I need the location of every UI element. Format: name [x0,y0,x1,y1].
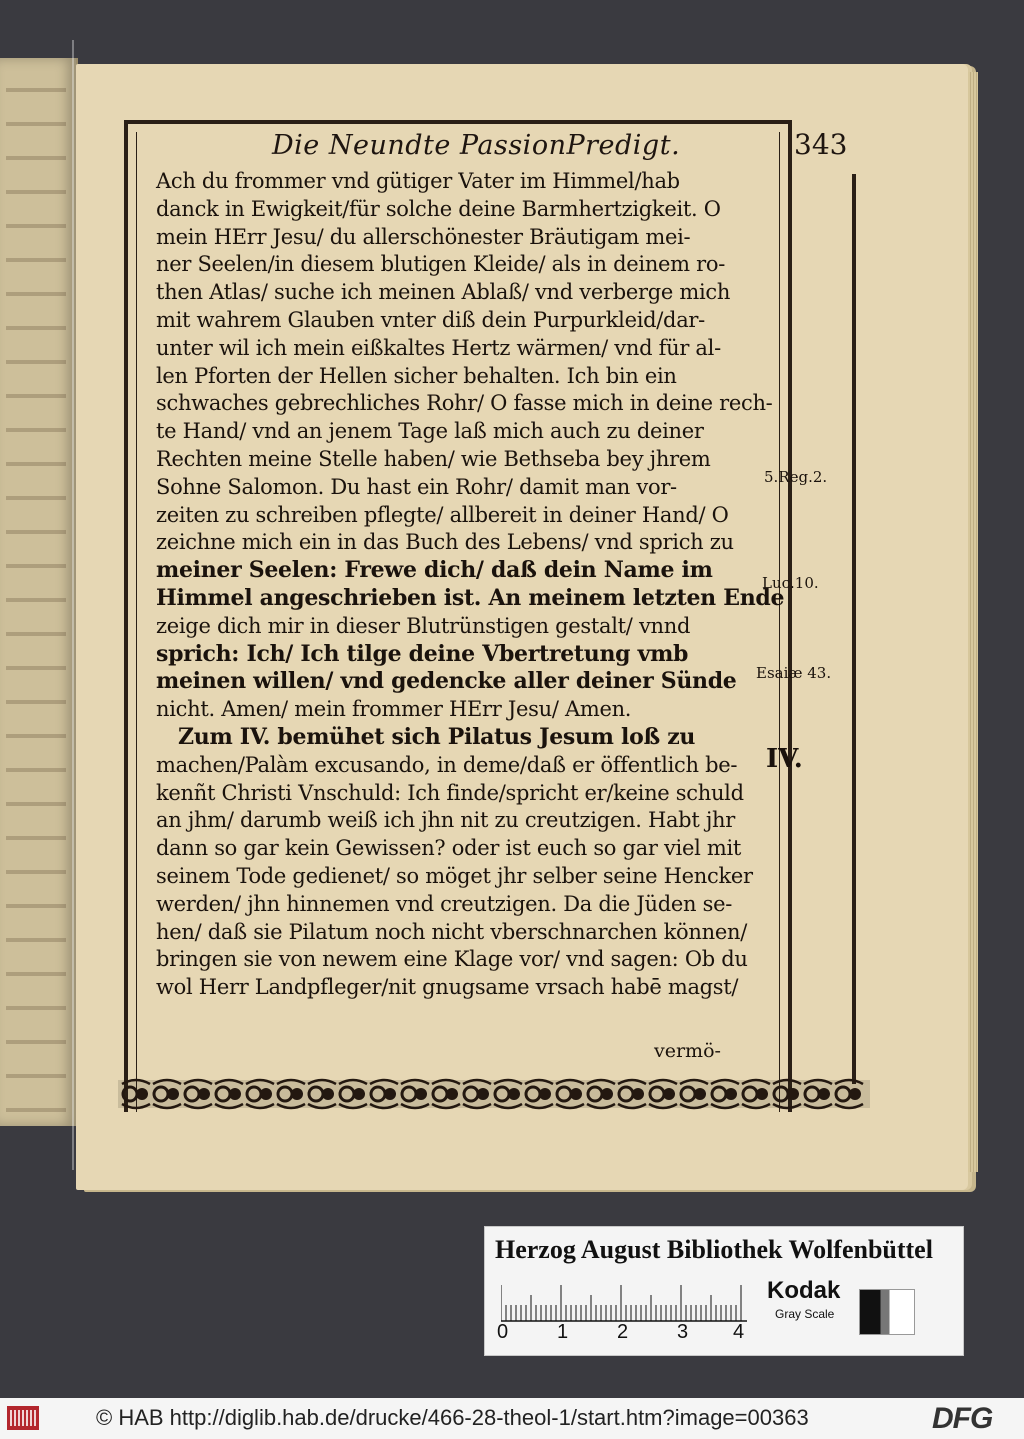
text-line: zeige dich mir in dieser Blutrünstigen gestalt/ vnnd [156,613,691,638]
margin-rule [852,174,856,1084]
text-line: an jhm/ darumb weiß ich jhn nit zu creutzigen. Habt jhr [156,808,736,833]
text-block [156,168,785,1002]
text-line: then Atlas/ suche ich meinen Ablaß/ vnd verberge mich [156,280,731,305]
marginal-note: Esaiæ 43. [756,664,832,682]
marginal-section-number: IV. [766,744,803,774]
text-line: unter wil ich mein eißkaltes Hertz wärmen/ vnd für al- [156,335,721,360]
gray-scale-swatch [859,1289,915,1335]
ruler-number: 1 [557,1321,569,1343]
text-line: machen/Palàm excusando, in deme/daß er öffentlich be- [156,752,738,777]
text-line: len Pforten der Hellen sicher behalten. Ich bin ein [156,363,677,388]
library-name: Herzog August Bibliothek Wolfenbüttel [495,1235,933,1264]
text-line: schwaches gebrechliches Rohr/ O fasse mich in deine rech- [156,391,773,416]
text-line: dann so gar kein Gewissen? oder ist euch so gar viel mit [156,836,742,861]
ruler-number: 0 [497,1321,509,1343]
gray-scale-label: Gray Scale [775,1307,835,1321]
text-line: Sohne Salomon. Du hast ein Rohr/ damit man vor- [156,474,677,499]
ruler-number: 2 [617,1321,629,1343]
text-line: Rechten meine Stelle haben/ wie Bethseba bey jhrem [156,446,711,471]
text-line: ner Seelen/in diesem blutigen Kleide/ als in deinem ro- [156,252,726,277]
catchword: vermö- [654,1040,721,1062]
kodak-brand: Kodak [767,1277,841,1304]
ruler-numbers [497,1321,747,1347]
text-line: nicht. Amen/ mein frommer HErr Jesu/ Amen. [156,697,632,722]
text-line: meiner Seelen: Frewe dich/ daß dein Name im [156,557,713,584]
text-line: zeiten zu schreiben pflegte/ allbereit in deiner Hand/ O [156,502,729,527]
source-url[interactable]: © HAB http://diglib.hab.de/drucke/466-28-theol-1/start.htm?image=00363 [96,1405,809,1430]
text-line: sprich: Ich/ Ich tilge deine Vbertretung vmb [156,640,689,667]
text-line: zeichne mich ein in das Buch des Lebens/ vnd sprich zu [156,530,734,555]
dfg-logo: DFG [932,1402,993,1435]
marginal-note: Luc.10. [762,574,819,592]
running-head: Die Neundte PassionPredigt. [272,130,681,161]
measure-ruler [501,1283,747,1323]
glass-plate-edge [72,40,74,1170]
text-line: Himmel angeschrieben ist. An meinem letzten Ende [156,584,785,611]
text-line: Ach du frommer vnd gütiger Vater im Himmel/hab [156,169,680,193]
text-line: Zum IV. bemühet sich Pilatus Jesum loß zu [178,723,696,750]
text-line: meinen willen/ vnd gedencke aller deiner Sünde [156,668,737,695]
text-line: danck in Ewigkeit/für solche deine Barmhertzigkeit. O [156,196,721,221]
text-line: bringen sie von newem eine Klage vor/ vnd sagen: Ob du [156,947,748,972]
text-line: hen/ daß sie Pilatum noch nicht vberschnarchen können/ [156,919,747,944]
text-line: seinem Tode gedienet/ so möget jhr selber seine Hencker [156,863,753,888]
ornamental-border [118,1074,870,1114]
text-line: werden/ jhn hinnemen vnd creutzigen. Da die Jüden se- [156,891,733,916]
text-line: kenñt Christi Vnschuld: Ich finde/spricht er/keine schuld [156,780,744,805]
book-page [76,64,968,1190]
text-line: te Hand/ vnd an jenem Tage laß mich auch zu deiner [156,419,704,444]
page-number: 343 [794,128,848,161]
text-line: mein HErr Jesu/ du allerschönester Bräutigam mei- [156,224,691,249]
text-line: wol Herr Landpfleger/nit gnugsame vrsach habē magst/ [156,975,739,1000]
ruler-number: 4 [733,1321,745,1343]
hab-logo-icon [6,1404,40,1432]
footer-bar [0,1398,1024,1439]
previous-page-edge [0,58,78,1126]
text-line: mit wahrem Glauben vnter diß dein Purpurkleid/dar- [156,307,705,332]
ruler-number: 3 [677,1321,689,1343]
marginal-note: 5.Reg.2. [764,468,828,486]
library-label-card [484,1226,964,1356]
